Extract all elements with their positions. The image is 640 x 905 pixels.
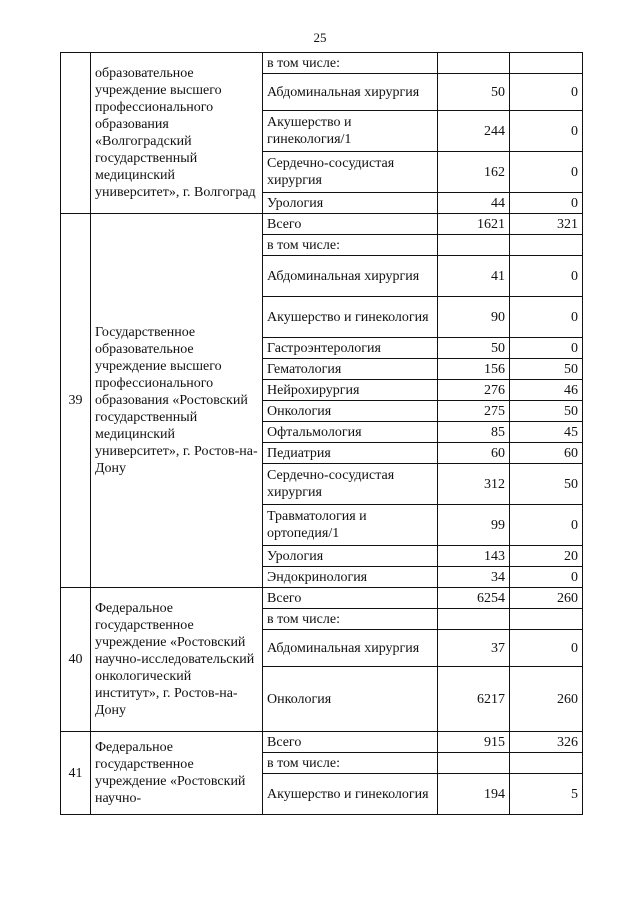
value-subset-cell: 50 [510, 464, 583, 505]
specialty-cell: Абдоминальная хирургия [263, 74, 438, 111]
value-total-cell [438, 609, 510, 630]
value-total-cell: 275 [438, 401, 510, 422]
table-row [61, 588, 583, 609]
value-total-cell: 244 [438, 111, 510, 152]
specialty-cell: Онкология [263, 401, 438, 422]
specialty-cell: Акушерство и гинекология [263, 297, 438, 338]
value-subset-cell: 0 [510, 152, 583, 193]
row-number [61, 53, 91, 214]
value-total-cell: 6254 [438, 588, 510, 609]
value-subset-cell: 0 [510, 193, 583, 214]
value-total-cell: 276 [438, 380, 510, 401]
value-total-cell: 44 [438, 193, 510, 214]
value-subset-cell [510, 753, 583, 774]
specialty-cell: Офтальмология [263, 422, 438, 443]
value-subset-cell: 321 [510, 214, 583, 235]
organization-name: Государственное образовательное учреждение высшего профессионального образования «Ростовский государственный медицинский университет», г. Ростов-на-Дону [91, 214, 263, 588]
value-total-cell: 50 [438, 74, 510, 111]
value-subset-cell: 0 [510, 111, 583, 152]
value-subset-cell [510, 235, 583, 256]
specialty-cell: Сердечно-сосудистая хирургия [263, 152, 438, 193]
page-number: 25 [313, 30, 327, 45]
specialty-cell: в том числе: [263, 753, 438, 774]
specialty-cell: Урология [263, 193, 438, 214]
value-subset-cell: 5 [510, 774, 583, 815]
specialty-cell: в том числе: [263, 235, 438, 256]
value-total-cell: 60 [438, 443, 510, 464]
specialty-cell: Всего [263, 732, 438, 753]
specialty-cell: Абдоминальная хирургия [263, 256, 438, 297]
value-total-cell: 6217 [438, 667, 510, 732]
value-total-cell: 34 [438, 567, 510, 588]
specialty-cell: Акушерство и гинекология/1 [263, 111, 438, 152]
value-total-cell: 41 [438, 256, 510, 297]
value-total-cell: 99 [438, 505, 510, 546]
specialty-cell: Акушерство и гинекология [263, 774, 438, 815]
value-total-cell: 50 [438, 338, 510, 359]
value-subset-cell: 260 [510, 588, 583, 609]
value-subset-cell: 60 [510, 443, 583, 464]
value-subset-cell: 50 [510, 401, 583, 422]
value-total-cell: 156 [438, 359, 510, 380]
value-subset-cell: 20 [510, 546, 583, 567]
specialty-cell: Всего [263, 214, 438, 235]
table-row [61, 214, 583, 235]
table-row [61, 53, 583, 74]
value-total-cell: 143 [438, 546, 510, 567]
specialty-cell: Сердечно-сосудистая хирургия [263, 464, 438, 505]
allocation-table [60, 52, 583, 815]
value-total-cell [438, 53, 510, 74]
value-subset-cell: 50 [510, 359, 583, 380]
value-subset-cell: 0 [510, 74, 583, 111]
specialty-cell: в том числе: [263, 53, 438, 74]
specialty-cell: Нейрохирургия [263, 380, 438, 401]
specialty-cell: в том числе: [263, 609, 438, 630]
value-subset-cell: 0 [510, 630, 583, 667]
value-total-cell [438, 753, 510, 774]
specialty-cell: Эндокринология [263, 567, 438, 588]
value-total-cell: 37 [438, 630, 510, 667]
value-subset-cell: 260 [510, 667, 583, 732]
value-total-cell: 162 [438, 152, 510, 193]
value-subset-cell: 45 [510, 422, 583, 443]
value-subset-cell: 46 [510, 380, 583, 401]
specialty-cell: Травматология и ортопедия/1 [263, 505, 438, 546]
value-total-cell [438, 235, 510, 256]
value-subset-cell: 326 [510, 732, 583, 753]
specialty-cell: Абдоминальная хирургия [263, 630, 438, 667]
row-number: 41 [61, 732, 91, 815]
value-subset-cell: 0 [510, 505, 583, 546]
value-total-cell: 85 [438, 422, 510, 443]
specialty-cell: Гастроэнтерология [263, 338, 438, 359]
organization-name: образовательное учреждение высшего профессионального образования «Волгоградский государственный медицинский университет», г. Волгоград [91, 53, 263, 214]
row-number: 40 [61, 588, 91, 732]
value-total-cell: 312 [438, 464, 510, 505]
value-total-cell: 194 [438, 774, 510, 815]
specialty-cell: Всего [263, 588, 438, 609]
value-subset-cell [510, 53, 583, 74]
value-subset-cell: 0 [510, 338, 583, 359]
table-row [61, 732, 583, 753]
organization-name: Федеральное государственное учреждение «Ростовский научно- [91, 732, 263, 815]
value-total-cell: 90 [438, 297, 510, 338]
value-total-cell: 915 [438, 732, 510, 753]
specialty-cell: Онкология [263, 667, 438, 732]
specialty-cell: Гематология [263, 359, 438, 380]
value-total-cell: 1621 [438, 214, 510, 235]
value-subset-cell: 0 [510, 256, 583, 297]
value-subset-cell: 0 [510, 297, 583, 338]
value-subset-cell [510, 609, 583, 630]
specialty-cell: Педиатрия [263, 443, 438, 464]
value-subset-cell: 0 [510, 567, 583, 588]
row-number: 39 [61, 214, 91, 588]
specialty-cell: Урология [263, 546, 438, 567]
organization-name: Федеральное государственное учреждение «Ростовский научно-исследовательский онкологический институт», г. Ростов-на-Дону [91, 588, 263, 732]
